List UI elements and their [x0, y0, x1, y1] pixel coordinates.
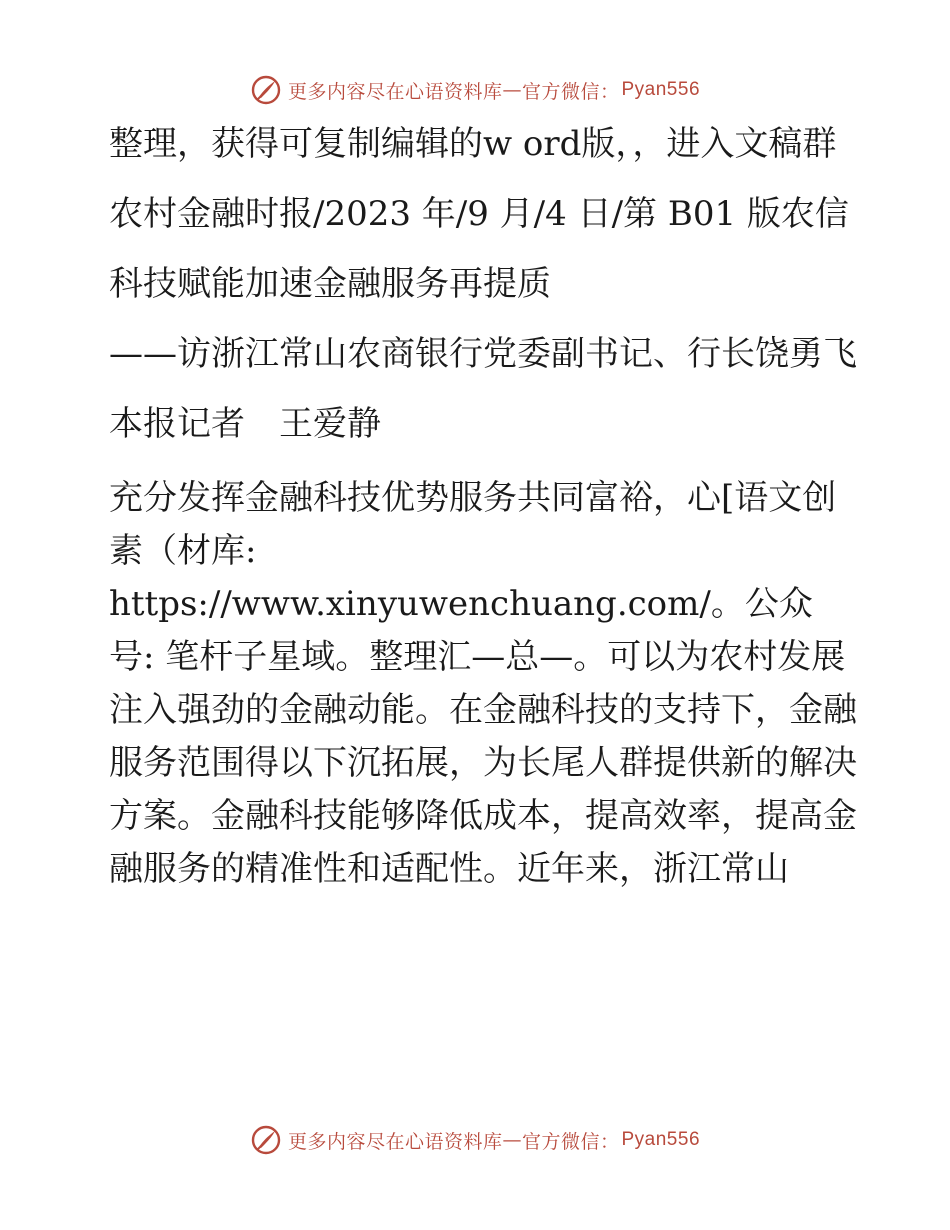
document-body — [97, 120, 857, 896]
quill-seal-icon — [250, 74, 282, 106]
article-subtitle: ——访浙江常山农商银行党委副书记、行长饶勇飞 — [109, 334, 857, 374]
banner-wechat-label: 官方微信： — [521, 1130, 620, 1153]
intro-line: 整理，获得可复制编辑的w ord版，，进入文稿群 — [109, 124, 837, 164]
header-banner — [0, 70, 950, 110]
banner-wechat-label: 官方微信： — [521, 80, 620, 103]
banner-separator: — — [502, 1129, 522, 1151]
footer-banner — [0, 1120, 950, 1160]
quill-seal-icon — [250, 1124, 282, 1156]
article-title: 科技赋能加速金融服务再提质 — [109, 264, 551, 304]
banner-wechat-id: Pyan556 — [621, 1129, 701, 1150]
byline: 本报记者 王爱静 — [109, 404, 381, 444]
banner-main-text: 更多内容尽在心语资料库 — [287, 1130, 503, 1153]
banner-main-text: 更多内容尽在心语资料库 — [287, 80, 503, 103]
source-line: 农村金融时报/2023 年/9 月/4 日/第 B01 版农信 — [109, 194, 849, 234]
banner-separator: — — [502, 79, 522, 101]
body-paragraph: 充分发挥金融科技优势服务共同富裕，心[语文创素（材库: https://www.xinyuwenchuang.com/。公众号: 笔杆子星域。整理汇—总—。可以为农村发展注入强劲的金融动能。在金融科技的支持下，金融服务范围得以下沉拓展，为长尾人群提供新的解决方案。金融科技能够降低成本，提高效率，提高金融服务的精准性和适配性。近年来，浙江常山 — [109, 478, 857, 889]
banner-wechat-id: Pyan556 — [621, 79, 701, 100]
